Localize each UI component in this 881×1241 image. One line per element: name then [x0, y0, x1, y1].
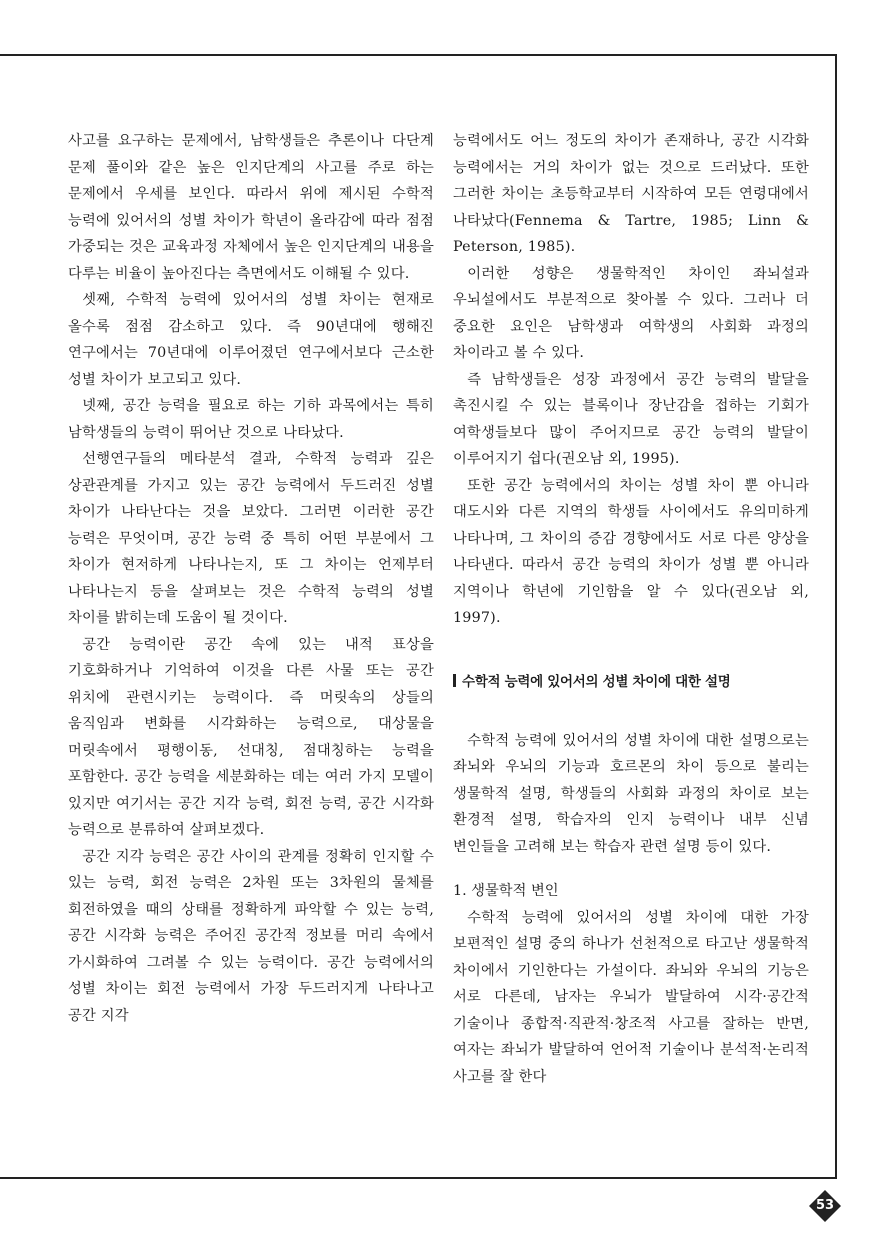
paragraph: 선행연구들의 메타분석 결과, 수학적 능력과 깊은 상관관계를 가지고 있는 공간 능력에서 두드러진 성별 차이가 나타난다는 것을 보았다. 그러면 이러한 공간 능력은 무엇이며, 공간 능력 중 특히 어떤 부분에서 그 차이가 현저하게 나타나는지, 또 그 차이는 언제부터 나타나는지 등을 살펴보는 것은 수학적 능력의 성별 차이를 밝히는데 도움이 될 것이다. — [68, 451, 434, 626]
paragraph: 셋째, 수학적 능력에 있어서의 성별 차이는 현재로 올수록 점점 감소하고 있다. 즉 90년대에 행해진 연구에서는 70년대에 이루어졌던 연구에서보다 근소한 성별 차이가 보고되고 있다. — [68, 292, 434, 388]
heading-bar-icon — [453, 674, 456, 687]
page-number: 53 — [815, 1198, 835, 1213]
page-frame-top-rule — [0, 54, 836, 56]
paragraph: 공간 지각 능력은 공간 사이의 관계를 정확히 인지할 수 있는 능력, 회전 능력은 2차원 또는 3차원의 물체를 회전하였을 때의 상태를 정확하게 파악할 수 있는 능력, 공간 시각화 능력은 주어진 공간적 정보를 머리 속에서 가시화하여 그려볼 수 있는 능력이다. 공간 능력에서의 성별 차이는 회전 능력에서 가장 두드러지게 나타나고 공간 지각 — [68, 848, 434, 1024]
paragraph: 이러한 성향은 생물학적인 차이인 좌뇌설과 우뇌설에서도 부분적으로 찾아볼 수 있다. 그러나 더 중요한 요인은 남학생과 여학생의 사회화 과정의 차이라고 볼 수 있다. — [453, 265, 809, 361]
right-column — [453, 128, 809, 1090]
page-number-badge — [808, 1189, 842, 1223]
subsection-heading: 1. 생물학적 변인 — [453, 883, 559, 899]
left-column — [68, 128, 434, 1029]
section-heading — [453, 672, 809, 692]
section-heading-text: 수학적 능력에 있어서의 성별 차이에 대한 설명 — [462, 673, 731, 690]
paragraph: 또한 공간 능력에서의 차이는 성별 차이 뿐 아니라 대도시와 다른 지역의 학생들 사이에서도 유의미하게 나타나며, 그 차이의 증감 경향에서도 서로 다른 양상을 나타낸다. 따라서 공간 능력의 차이가 성별 뿐 아니라 지역이나 학년에 기인함을 알 수 있다(권오남 외, 1997). — [453, 477, 809, 626]
paragraph: 수학적 능력에 있어서의 성별 차이에 대한 가장 보편적인 설명 중의 하나가 선천적으로 타고난 생물학적 차이에서 기인한다는 가설이다. 좌뇌와 우뇌의 기능은 서로 다른데, 남자는 우뇌가 발달하여 시각·공간적 기술이나 종합적·직관적·창조적 사고를 잘하는 반면, 여자는 좌뇌가 발달하여 언어적 기술이나 분석적·논리적 사고를 잘 한다 — [453, 909, 809, 1085]
paragraph: 넷째, 공간 능력을 필요로 하는 기하 과목에서는 특히 남학생들의 능력이 뛰어난 것으로 나타났다. — [68, 398, 434, 441]
paragraph: 공간 능력이란 공간 속에 있는 내적 표상을 기호화하거나 기억하여 이것을 다른 사물 또는 공간 위치에 관련시키는 능력이다. 즉 머릿속의 상들의 움직임과 변화를 시각화하는 능력으로, 대상물을 머릿속에서 평행이동, 선대칭, 점대칭하는 능력을 포함한다. 공간 능력을 세분화하는 데는 여러 가지 모델이 있지만 여기서는 공간 지각 능력, 회전 능력, 공간 시각화 능력으로 분류하여 살펴보겠다. — [68, 636, 434, 838]
paragraph: 사고를 요구하는 문제에서, 남학생들은 추론이나 다단계 문제 풀이와 같은 높은 인지단계의 사고를 주로 하는 문제에서 우세를 보인다. 따라서 위에 제시된 수학적 능력에 있어서의 성별 차이가 학년이 올라감에 따라 점점 가중되는 것은 교육과정 자체에서 높은 인지단계의 내용을 다루는 비율이 높아진다는 측면에서도 이해될 수 있다. — [68, 133, 434, 282]
page-frame-bottom-rule — [0, 1177, 837, 1179]
paragraph: 즉 남학생들은 성장 과정에서 공간 능력의 발달을 촉진시킬 수 있는 블록이나 장난감을 접하는 기회가 여학생들보다 많이 주어지므로 공간 능력의 발달이 이루어지기 쉽다(권오남 외, 1995). — [453, 371, 809, 467]
paragraph: 능력에서도 어느 정도의 차이가 존재하나, 공간 시각화 능력에서는 거의 차이가 없는 것으로 드러났다. 또한 그러한 차이는 초등학교부터 시작하여 모든 연령대에서 나타났다(Fennema & Tartre, 1985; Linn & Peterson, 1985). — [453, 133, 809, 255]
paragraph: 수학적 능력에 있어서의 성별 차이에 대한 설명으로는 좌뇌와 우뇌의 기능과 호르몬의 차이 등으로 불리는 생물학적 설명, 학생들의 사회화 과정의 차이로 보는 환경적 설명, 학습자의 인지 능력이나 내부 신념 변인들을 고려해 보는 학습자 관련 설명 등이 있다. — [453, 732, 809, 855]
page-frame-right-rule — [835, 54, 837, 1178]
